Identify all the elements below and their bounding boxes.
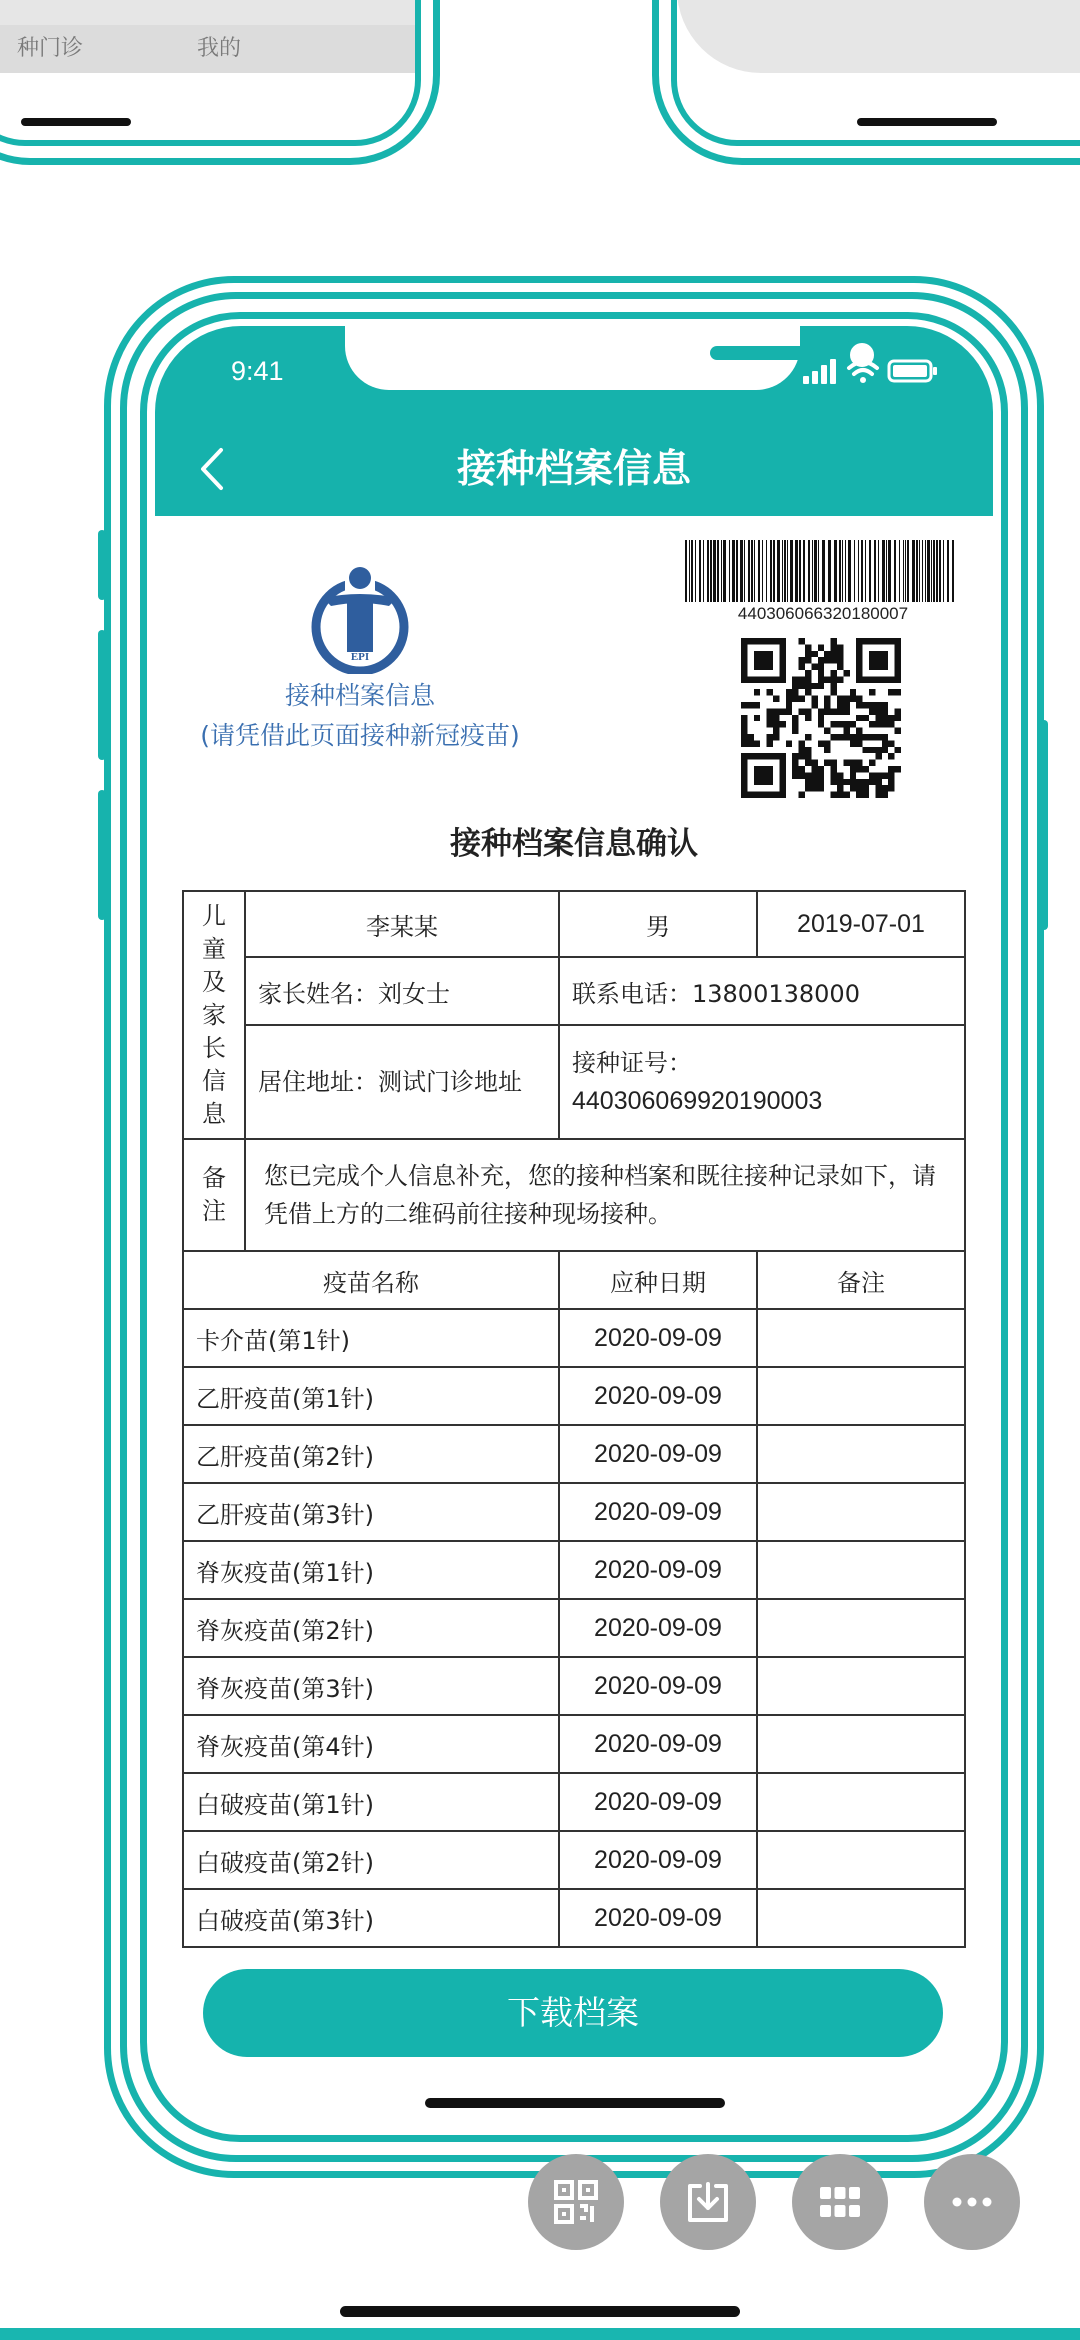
vaccine-note — [757, 1773, 965, 1831]
parent-name: 家长姓名：刘女士 — [245, 957, 559, 1025]
bottom-accent-line — [0, 2328, 1080, 2340]
page-title: 接种档案信息 — [456, 447, 691, 492]
speaker-icon — [710, 346, 815, 360]
vaccine-row — [183, 1367, 965, 1425]
status-icons — [801, 354, 941, 388]
download-icon — [684, 2178, 732, 2226]
top-left-tabbar — [0, 25, 415, 73]
qr-code-image[interactable] — [741, 638, 901, 798]
vaccine-name: 白破疫苗(第2针) — [183, 1831, 559, 1889]
tab-clinic[interactable]: 种门诊 — [17, 36, 84, 61]
remark-text: 您已完成个人信息补充，您的接种档案和既往接种记录如下，请凭借上方的二维码前往接种现场接种。 — [245, 1139, 965, 1251]
child-gender: 男 — [559, 891, 757, 957]
more-icon — [948, 2178, 996, 2226]
vaccine-note — [757, 1599, 965, 1657]
barcode-number: 440306066320180007 — [737, 604, 909, 623]
remark-label-text: 备 注 — [202, 1164, 226, 1225]
grid-icon — [816, 2178, 864, 2226]
child-birth-date: 2019-07-01 — [757, 891, 965, 957]
signal-icon — [803, 359, 836, 384]
vaccine-table-header — [183, 1251, 965, 1309]
qr-code-icon — [552, 2178, 600, 2226]
barcode-image — [685, 540, 961, 602]
header-area — [155, 326, 993, 516]
vaccine-due-date: 2020-09-09 — [559, 1541, 757, 1599]
vaccine-schedule-table — [182, 1250, 966, 1948]
vaccine-due-date: 2020-09-09 — [559, 1831, 757, 1889]
vaccine-due-date: 2020-09-09 — [559, 1309, 757, 1367]
phone-volume-down-button — [98, 790, 106, 920]
vaccine-due-date: 2020-09-09 — [559, 1483, 757, 1541]
vaccination-cert-number: 440306069920190003 — [572, 1087, 823, 1115]
vaccine-row — [183, 1889, 965, 1947]
vaccination-cert-label: 接种证号： — [572, 1049, 692, 1077]
vaccine-name: 乙肝疫苗(第2针) — [183, 1425, 559, 1483]
vaccine-note — [757, 1831, 965, 1889]
vaccine-due-date: 2020-09-09 — [559, 1657, 757, 1715]
vaccine-note — [757, 1309, 965, 1367]
vaccine-note — [757, 1657, 965, 1715]
vaccine-row — [183, 1831, 965, 1889]
epi-logo — [305, 564, 415, 674]
remark-label — [183, 1139, 245, 1251]
phone-screen — [155, 326, 993, 2128]
vaccine-due-date: 2020-09-09 — [559, 1773, 757, 1831]
vaccine-name: 脊灰疫苗(第3针) — [183, 1657, 559, 1715]
personal-info-table — [182, 890, 966, 1252]
fab-download[interactable] — [660, 2154, 756, 2250]
vaccination-cert — [559, 1025, 965, 1139]
phone-mute-button — [98, 530, 106, 600]
phone-power-button — [1040, 720, 1048, 930]
vaccine-name: 白破疫苗(第1针) — [183, 1773, 559, 1831]
vaccine-note — [757, 1889, 965, 1947]
vaccine-due-date: 2020-09-09 — [559, 1425, 757, 1483]
phone-volume-up-button — [98, 630, 106, 760]
vaccine-name: 脊灰疫苗(第2针) — [183, 1599, 559, 1657]
battery-icon — [889, 361, 937, 381]
vaccine-name: 白破疫苗(第3针) — [183, 1889, 559, 1947]
phone-notch — [345, 326, 800, 390]
top-left-phone-mockup — [0, 0, 440, 165]
vaccine-due-date: 2020-09-09 — [559, 1599, 757, 1657]
vaccine-row — [183, 1599, 965, 1657]
vaccine-row — [183, 1425, 965, 1483]
child-name: 李某某 — [245, 891, 559, 957]
header-vaccine-name: 疫苗名称 — [183, 1251, 559, 1309]
top-right-home-indicator — [857, 118, 997, 126]
top-right-phone-mockup — [652, 0, 1080, 165]
vaccine-due-date: 2020-09-09 — [559, 1367, 757, 1425]
header-note: 备注 — [757, 1251, 965, 1309]
vaccine-note — [757, 1367, 965, 1425]
vaccine-name: 乙肝疫苗(第1针) — [183, 1367, 559, 1425]
vaccine-name: 脊灰疫苗(第4针) — [183, 1715, 559, 1773]
vaccine-name: 乙肝疫苗(第3针) — [183, 1483, 559, 1541]
download-record-button[interactable]: 下载档案 — [203, 1969, 943, 2057]
fab-grid[interactable] — [792, 2154, 888, 2250]
vaccine-name: 脊灰疫苗(第1针) — [183, 1541, 559, 1599]
info-section-label-text: 儿 童 及 家 长 信 息 — [202, 901, 226, 1128]
tab-mine[interactable]: 我的 — [197, 36, 242, 61]
header-due-date: 应种日期 — [559, 1251, 757, 1309]
info-section-label — [183, 891, 245, 1139]
status-time: 9:41 — [231, 356, 284, 386]
vaccine-note — [757, 1483, 965, 1541]
fab-qr-code[interactable] — [528, 2154, 624, 2250]
vaccine-name: 卡介苗(第1针) — [183, 1309, 559, 1367]
logo-caption: 接种档案信息 — [284, 681, 435, 710]
vaccine-row — [183, 1483, 965, 1541]
vaccine-note — [757, 1715, 965, 1773]
vaccine-note — [757, 1425, 965, 1483]
vaccine-due-date: 2020-09-09 — [559, 1715, 757, 1773]
vaccine-row — [183, 1773, 965, 1831]
phone-home-indicator — [425, 2098, 725, 2108]
vaccine-row — [183, 1309, 965, 1367]
vaccine-row — [183, 1657, 965, 1715]
fab-more[interactable] — [924, 2154, 1020, 2250]
vaccine-row — [183, 1715, 965, 1773]
top-left-home-indicator — [21, 118, 131, 126]
vaccine-row — [183, 1541, 965, 1599]
logo-mark-text: EPI — [350, 651, 370, 663]
home-address: 居住地址：测试门诊地址 — [245, 1025, 559, 1139]
vaccine-note — [757, 1541, 965, 1599]
document-title: 接种档案信息确认 — [450, 826, 698, 862]
wifi-icon — [849, 362, 877, 383]
vaccine-due-date: 2020-09-09 — [559, 1889, 757, 1947]
system-home-indicator — [340, 2306, 740, 2317]
logo-subcaption: (请凭借此页面接种新冠疫苗) — [200, 721, 520, 750]
parent-phone: 联系电话：13800138000 — [559, 957, 965, 1025]
